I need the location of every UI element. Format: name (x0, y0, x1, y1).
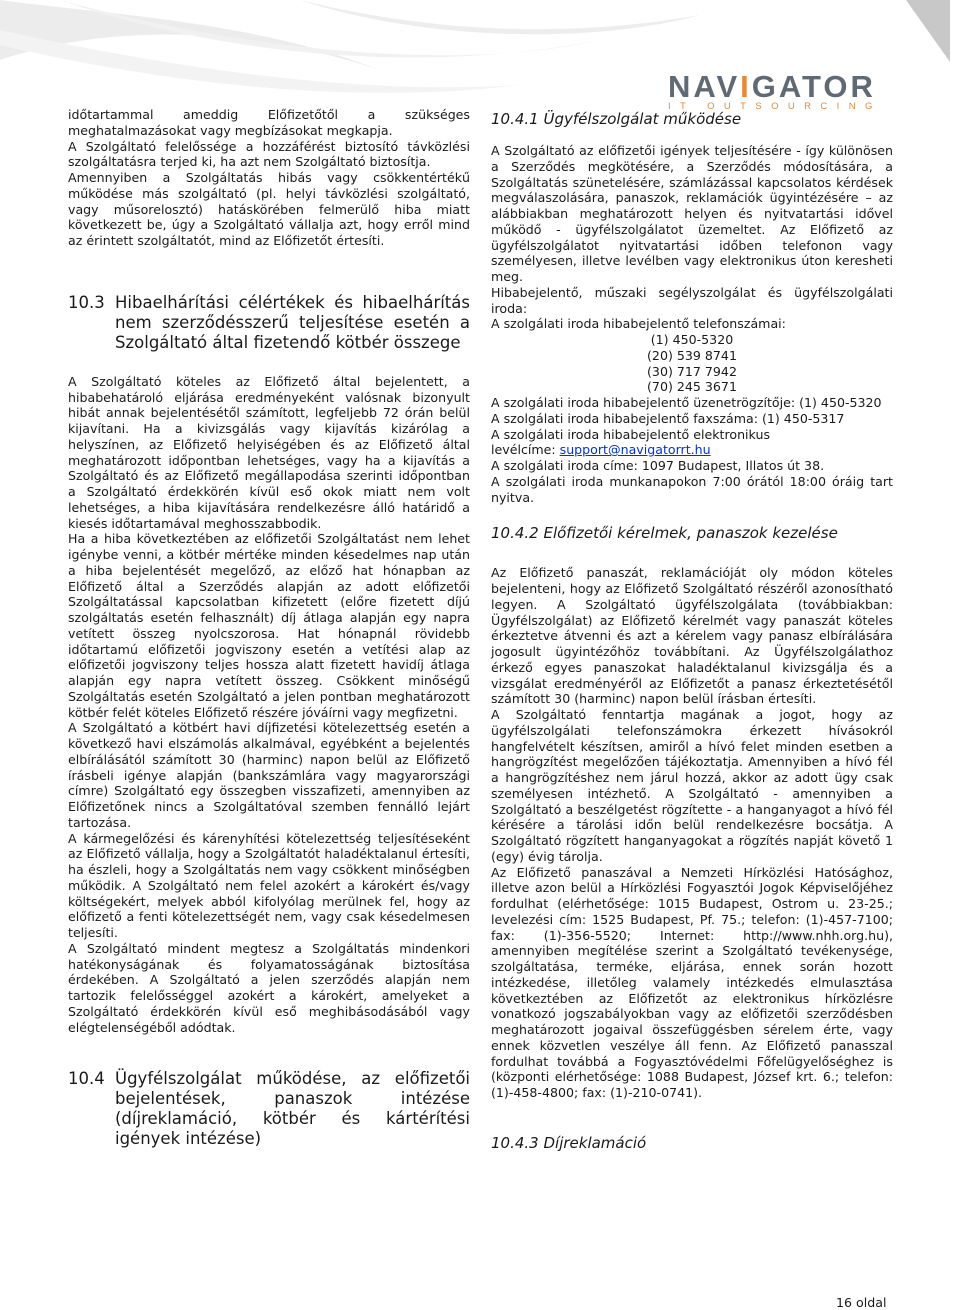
section-number: 10.4 (68, 1069, 105, 1089)
paragraph: Amennyiben a Szolgáltatás hibás vagy csökkentértékű működése más szolgáltató (pl. helyi távközlési szolgáltató, vagy műsorelosztó) hatáskörében felmerülő hiba miatt következett be, úgy a Szolgáltató vállalja azt, hogy erről mind az érintett szolgáltatót, mind az Előfizetőt értesíti. (68, 170, 470, 248)
paragraph: A szolgálati iroda hibabejelentő üzenetrögzítője: (1) 450-5320 (491, 395, 882, 410)
logo-subtitle: IT OUTSOURCING (668, 101, 882, 112)
phone-number: (1) 450-5320 (650, 332, 734, 347)
section-title: Hibaelhárítási célértékek és hibaelhárítás nem szerződésszerű teljesítése esetén a Szolgáltató által fizetendő kötbér összege (115, 292, 470, 352)
phone-number: (20) 539 8741 (647, 347, 737, 363)
paragraph: A Szolgáltató köteles az Előfizető által bejelentett, a hibabehatároló eljárása eredményeként valósnak bizonyult hibát annak bejelentésétől számított, legfeljebb 72 órán belül kijavítani. Ha a kivizsgálás vagy kijavítás kizárólag a helyszínen, az Előfizető helyiségében és az Előfizető által meghatározott időpontban lehetséges, vagy ha a kijavítás a Szolgáltató és az Előfizető megállapodása szerinti időpontban a Szolgáltató érdekkörén kívül eső okok miatt nem volt lehetséges, a hiba kijavítására rendelkezésre álló határidő a kiesés időtartamával meghosszabbodik. (68, 373, 470, 531)
paragraph: A Szolgáltató a kötbért havi díjfizetési kötelezettség esetén a következő havi elszámolás alkalmával, egyébként a bejelentés elbírálásától számított 30 (harminc) napon belül az Előfizető írásbeli igénye alapján (bankszámlára vagy magyarországi címre) Szolgáltató egy összegben visszafizeti, amennyiben az Előfizetőnek nincs a Szolgáltatóval szemben fennálló lejárt tartozása. (68, 720, 470, 830)
email-line (491, 442, 893, 458)
email-label: levélcíme: (491, 442, 560, 458)
paragraph: A szolgálati iroda hibabejelentő telefonszámai: (491, 316, 786, 332)
support-email-link[interactable]: support@navigatorrt.hu (559, 442, 711, 458)
paragraph: A Szolgáltató mindent megtesz a Szolgáltatás mindenkori hatékonyságának és folyamatosságának biztosítása érdekében. A Szolgáltató a jelen szerződés alapján nem tartozik felelősséggel azokért a károkért, amelyeket a Szolgáltató érdekkörén kívül eső meghibásodásából vagy elégtelenségéből adódtak. (68, 940, 470, 1035)
section-title: Ügyfélszolgálat működése, az előfizetői bejelentések, panaszok intézése (díjreklamáció, kötbér és kártérítési igények intézése) (115, 1069, 470, 1149)
section-number: 10.3 (68, 292, 105, 312)
subsection-heading-10-4-3: 10.4.3 Díjreklamáció (491, 1133, 647, 1152)
paragraph: A szolgálati iroda munkanapokon 7:00 órától 18:00 óráig tart nyitva. (491, 473, 893, 505)
paragraph: Hibabejelentő, műszaki segélyszolgálat és ügyfélszolgálati iroda: (491, 284, 893, 316)
phone-number: (70) 245 3671 (647, 379, 737, 395)
section-heading-10-4 (68, 1069, 470, 1149)
paragraph: A Szolgáltató felelőssége a hozzáférést biztosító távközlési szolgáltatásra terjed ki, ha azt nem Szolgáltató biztosítja. (68, 138, 470, 170)
logo-name: NAVIGATOR (668, 69, 876, 104)
navigator-logo (668, 69, 882, 112)
paragraph: A Szolgáltató fenntartja magának a jogot, hogy az ügyfélszolgálati telefonszámokra érkezett hívásokról hangfelvételt készítsen, amiről a hívó felet minden esetben a hangrögzítést megelőzően tájékoztatja. Amennyiben a hívó fél a hangrögzítéshez nem járul hozzá, akkor az adott ügy csak személyesen intézhető. A Szolgáltató - amennyiben a Szolgáltató a beszélgetést rögzítette - a hanganyagot a hívó fél kérésére a tárolási időn belül rendelkezésre bocsátja. A Szolgáltató rögzített hanganyagokat a rögzítés napját követő 1 (egy) évig tárolja. (491, 707, 893, 864)
subsection-heading-10-4-1: 10.4.1 Ügyfélszolgálat működése (491, 110, 742, 128)
paragraph: A kármegelőzési és kárenyhítési kötelezettség teljesítéseként az Előfizető vállalja, hogy a Szolgáltatót haladéktalanul értesíti, ha észleli, hogy a Szolgáltatás nem vagy csökkent minőségben működik. A Szolgáltató nem felel azokért a károkért és/vagy költségekért, melyek abból kifolyólag merülnek fel, hogy az előfizető a fenti kötelezettségét nem, vagy csak késedelmesen teljesíti. (68, 830, 470, 940)
paragraph: Az Előfizető panaszát, reklamációját oly módon köteles bejelenteni, hogy az Előfizető Szolgáltató részéről azonosítható legyen. A Szolgáltató ügyfélszolgálata (továbbiakban: Ügyfélszolgálat) az Előfizető kérelmét vagy panaszát köteles érkeztetve átvenni és azt a kérelem vagy panasz elbírálására jogosult ügyintézőhöz továbbítani. Az Ügyfélszolgálathoz érkező egyes panaszokat haladéktalanul kivizsgálja és a vizsgálat eredményéről az Előfizetőt a panasz érkeztetésétől számított 30 (harminc) napon belül írásban értesíti. (491, 565, 893, 707)
corner-tab (906, 0, 950, 62)
paragraph: A szolgálati iroda hibabejelentő faxszáma: (1) 450-5317 (491, 410, 845, 426)
phone-number: (30) 717 7942 (647, 363, 737, 379)
section-heading-10-3 (68, 293, 470, 353)
subsection-heading-10-4-2: 10.4.2 Előfizetői kérelmek, panaszok kezelése (491, 524, 838, 543)
right-column (491, 107, 893, 1153)
paragraph: időtartammal ameddig Előfizetőtől a szükséges meghatalmazásokat vagy megbízásokat megkapja. (68, 107, 470, 138)
paragraph: Az Előfizető panaszával a Nemzeti Hírközlési Hatósághoz, illetve azon belül a Hírközlési Fogyasztói Jogok Képviselőjéhez fordulhat (elérhetősége: 1015 Budapest, Ostrom u. 23-25.; levelezési cím: 1525 Budapest, Pf. 75.; telefon: (1)-457-7100; fax: (1)-356-5520; Internet: http://www.nhh.org.hu), amennyiben megítélése szerint a Szolgáltató tevékenysége, szolgáltatása, terméke, eljárása, ennek során hozott intézkedése, illetőleg valamely intézkedés elmulasztása következtében az Előfizetőt az elektronikus hírközlésre vonatkozó jogszabályokban vagy az előfizetői szerződésben meghatározott jogaival összefüggésben sérelem érte, vagy ennek közvetlen veszélye áll fenn. Az Előfizető panasszal fordulhat továbbá a Fogyasztóvédelmi Főfelügyelőséghez is (központi elérhetősége: 1088 Budapest, József krt. 6.; telefon: (1)-458-4800; fax: (1)-210-0741). (491, 864, 893, 1100)
paragraph: A szolgálati iroda hibabejelentő elektronikus (491, 426, 770, 442)
paragraph: A Szolgáltató az előfizetői igények teljesítésére - így különösen a Szerződés megkötésére, a Szerződés módosítására, a Szolgáltatás szünetelésére, számlázással kapcsolatos kérdések megválaszolására, panaszok, reklamációk ügyintézésére – az alábbiakban meghatározott helyen és nyitvatartási idővel működő - ügyfélszolgálatot üzemeltet. Az Előfizető az ügyfélszolgálatot nyitvatartási időben telefonon vagy személyesen, illetve levélben vagy elektronikus úton keresheti meg. (491, 143, 893, 284)
left-column (68, 107, 470, 1149)
paragraph: Ha a hiba következtében az előfizetői Szolgáltatást nem lehet igénybe venni, a kötbér mértéke minden késedelmes nap után a hiba bejelentését megelőző, az előző hat hónapban az Előfizető által a Szerződés alapján az adott előfizetői Szolgáltatással kapcsolatban kifizetett (előre fizetett díjú szolgáltatás esetén felhasznált) díj átlaga alapján egy napra vetített összeg nyolcszorosa. Hat hónapnál rövidebb időtartamú előfizetői jogviszony esetén a vetítési alap az előfizetői jogviszony teljes hossza alatt fizetett havidíj átlaga alapján egy napra vetített összeg. Csökkent minőségű Szolgáltatás esetén Szolgáltató a jelen pontban meghatározott kötbér felét köteles Előfizető részére jóváírni vagy megfizetni. (68, 531, 470, 720)
page-number: 16 oldal (836, 1295, 887, 1310)
paragraph: A szolgálati iroda címe: 1097 Budapest, Illatos út 38. (491, 458, 825, 473)
